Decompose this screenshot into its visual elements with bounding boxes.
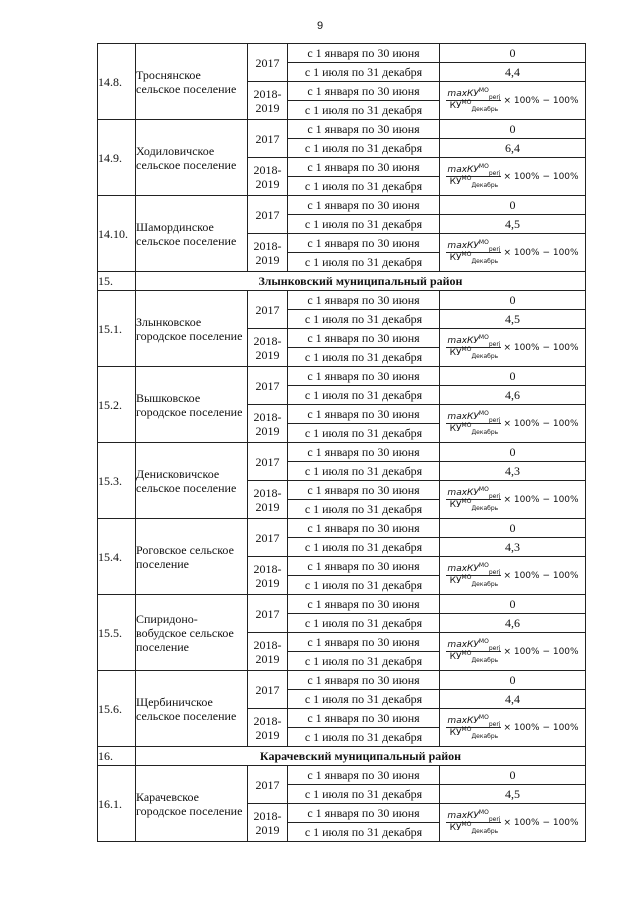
formula-num-sup: МО [478,714,489,721]
year-cell: 2017 [248,291,288,329]
year-cell: 2018-2019 [248,709,288,747]
formula-fraction [446,412,501,435]
period-cell: с 1 июля по 31 декабря [288,614,440,633]
settlement-name: Денисковичское сельское поселение [136,443,248,519]
formula [440,89,585,112]
formula-cell [440,481,586,519]
value-cell: 6,4 [440,139,586,158]
formula [440,640,585,663]
formula-cell [440,234,586,272]
value-cell: 4,3 [440,538,586,557]
formula-den-main: КУ [449,500,462,510]
formula-num-main: maxКУ [447,811,479,821]
year-cell: 2018-2019 [248,329,288,367]
row-number: 15.3. [98,443,136,519]
row-number: 15. [98,272,136,291]
formula-den-sub: Декабрь [471,181,499,189]
formula-tail: × 100% − 100% [503,494,579,505]
district-row [98,747,586,766]
formula-num-main: maxКУ [447,165,479,175]
formula-num-sup: МО [478,163,489,170]
formula-den-sup: МО [461,422,472,429]
district-name: Злынковский муниципальный район [136,272,586,291]
value-cell: 0 [440,766,586,785]
formula-num-sub: perj [488,492,501,500]
year-cell: 2017 [248,196,288,234]
value-cell: 0 [440,367,586,386]
year-cell: 2017 [248,595,288,633]
formula-den-sup: МО [461,99,472,106]
period-cell: с 1 января по 30 июня [288,367,440,386]
formula-num-sub: perj [488,416,501,424]
formula-den-sub: Декабрь [471,504,499,512]
district-row [98,272,586,291]
formula-den-sup: МО [461,650,472,657]
formula-tail: × 100% − 100% [503,646,579,657]
value-cell: 0 [440,196,586,215]
formula-cell [440,709,586,747]
value-cell: 4,4 [440,63,586,82]
row-number: 14.9. [98,120,136,196]
formula-den-sub: Декабрь [471,580,499,588]
period-cell: с 1 июля по 31 декабря [288,785,440,804]
formula-den-main: КУ [449,177,462,187]
formula [440,165,585,188]
settlement-row [98,766,586,785]
period-cell: с 1 июля по 31 декабря [288,177,440,196]
settlement-row [98,595,586,614]
formula-cell [440,633,586,671]
formula-cell [440,804,586,842]
period-cell: с 1 января по 30 июня [288,633,440,652]
formula-fraction [446,165,501,188]
formula-tail: × 100% − 100% [503,418,579,429]
formula-den-sup: МО [461,821,472,828]
formula-cell [440,557,586,595]
formula-num-sub: perj [488,169,501,177]
page-number: 9 [316,20,324,32]
value-cell: 4,4 [440,690,586,709]
period-cell: с 1 января по 30 июня [288,196,440,215]
formula-num-main: maxКУ [447,640,479,650]
formula-cell [440,405,586,443]
row-number: 15.2. [98,367,136,443]
row-number: 16. [98,747,136,766]
period-cell: с 1 июля по 31 декабря [288,348,440,367]
formula-num-sup: МО [478,239,489,246]
row-number: 15.5. [98,595,136,671]
district-name: Карачевский муниципальный район [136,747,586,766]
formula-den-main: КУ [449,728,462,738]
period-cell: с 1 июля по 31 декабря [288,690,440,709]
period-cell: с 1 июля по 31 декабря [288,424,440,443]
settlement-row [98,671,586,690]
formula-fraction [446,89,501,112]
formula-num-sub: perj [488,568,501,576]
formula-tail: × 100% − 100% [503,342,579,353]
period-cell: с 1 января по 30 июня [288,291,440,310]
formula-den-main: КУ [449,101,462,111]
row-number: 15.1. [98,291,136,367]
row-number: 14.8. [98,44,136,120]
period-cell: с 1 января по 30 июня [288,120,440,139]
year-cell: 2018-2019 [248,557,288,595]
formula-tail: × 100% − 100% [503,817,579,828]
formula-num-sup: МО [478,638,489,645]
formula-cell [440,82,586,120]
formula-den-main: КУ [449,424,462,434]
formula-tail: × 100% − 100% [503,247,579,258]
formula-tail: × 100% − 100% [503,171,579,182]
year-cell: 2018-2019 [248,804,288,842]
settlement-name: Троснянское сельское поселение [136,44,248,120]
formula-num-main: maxКУ [447,716,479,726]
formula [440,241,585,264]
formula-num-sup: МО [478,87,489,94]
settlement-name: Вышковское городское поселение [136,367,248,443]
value-cell: 0 [440,671,586,690]
formula-den-sub: Декабрь [471,257,499,265]
period-cell: с 1 июля по 31 декабря [288,253,440,272]
value-cell: 0 [440,519,586,538]
formula-num-sub: perj [488,245,501,253]
formula-fraction [446,716,501,739]
period-cell: с 1 июля по 31 декабря [288,538,440,557]
formula-den-sup: МО [461,498,472,505]
period-cell: с 1 января по 30 июня [288,405,440,424]
period-cell: с 1 января по 30 июня [288,519,440,538]
value-cell: 4,5 [440,215,586,234]
year-cell: 2018-2019 [248,405,288,443]
year-cell: 2017 [248,120,288,158]
period-cell: с 1 января по 30 июня [288,595,440,614]
formula-den-sup: МО [461,574,472,581]
formula-num-sup: МО [478,562,489,569]
formula-num-main: maxКУ [447,241,479,251]
formula-den-main: КУ [449,253,462,263]
year-cell: 2017 [248,443,288,481]
formula-cell [440,158,586,196]
settlement-name: Ходиловичское сельское поселение [136,120,248,196]
formula-den-sub: Декабрь [471,105,499,113]
period-cell: с 1 июля по 31 декабря [288,652,440,671]
year-cell: 2017 [248,519,288,557]
year-cell: 2017 [248,44,288,82]
period-cell: с 1 января по 30 июня [288,557,440,576]
row-number: 16.1. [98,766,136,842]
formula-cell [440,329,586,367]
period-cell: с 1 января по 30 июня [288,804,440,823]
formula-num-sup: МО [478,410,489,417]
formula-den-main: КУ [449,652,462,662]
value-cell: 0 [440,120,586,139]
formula-num-sub: perj [488,644,501,652]
value-cell: 4,5 [440,310,586,329]
settlement-name: Шамординское сельское поселение [136,196,248,272]
formula [440,488,585,511]
year-cell: 2017 [248,367,288,405]
row-number: 15.6. [98,671,136,747]
formula-num-main: maxКУ [447,336,479,346]
formula-den-sup: МО [461,346,472,353]
settlement-row [98,120,586,139]
settlement-name: Спиридоно-вобудское сельское поселение [136,595,248,671]
settlement-name: Щербиничское сельское поселение [136,671,248,747]
formula [440,716,585,739]
period-cell: с 1 января по 30 июня [288,443,440,462]
period-cell: с 1 июля по 31 декабря [288,310,440,329]
period-cell: с 1 января по 30 июня [288,709,440,728]
value-cell: 4,5 [440,785,586,804]
period-cell: с 1 января по 30 июня [288,44,440,63]
value-cell: 0 [440,595,586,614]
formula-den-sup: МО [461,251,472,258]
formula-num-main: maxКУ [447,488,479,498]
period-cell: с 1 января по 30 июня [288,82,440,101]
settlement-row [98,196,586,215]
formula-fraction [446,488,501,511]
formula-tail: × 100% − 100% [503,722,579,733]
formula [440,412,585,435]
formula-fraction [446,811,501,834]
settlement-row [98,291,586,310]
row-number: 14.10. [98,196,136,272]
settlement-row [98,367,586,386]
formula-tail: × 100% − 100% [503,95,579,106]
year-cell: 2018-2019 [248,481,288,519]
formula [440,564,585,587]
settlement-name: Карачевское городское поселение [136,766,248,842]
formula-den-sub: Декабрь [471,827,499,835]
formula-num-sub: perj [488,720,501,728]
year-cell: 2017 [248,766,288,804]
period-cell: с 1 июля по 31 декабря [288,101,440,120]
formula-num-sup: МО [478,334,489,341]
year-cell: 2018-2019 [248,158,288,196]
period-cell: с 1 января по 30 июня [288,158,440,177]
formula-num-sub: perj [488,93,501,101]
year-cell: 2018-2019 [248,234,288,272]
formula-num-sup: МО [478,809,489,816]
period-cell: с 1 января по 30 июня [288,234,440,253]
formula-fraction [446,241,501,264]
settlement-name: Роговское сельское поселение [136,519,248,595]
formula-den-sup: МО [461,175,472,182]
formula-den-sub: Декабрь [471,352,499,360]
formula-den-sub: Декабрь [471,428,499,436]
year-cell: 2018-2019 [248,633,288,671]
formula-num-main: maxКУ [447,412,479,422]
period-cell: с 1 января по 30 июня [288,766,440,785]
settlement-row [98,443,586,462]
period-cell: с 1 июля по 31 декабря [288,728,440,747]
year-cell: 2017 [248,671,288,709]
formula-num-main: maxКУ [447,89,479,99]
formula-den-sub: Декабрь [471,656,499,664]
formula-fraction [446,640,501,663]
value-cell: 4,6 [440,386,586,405]
formula-fraction [446,564,501,587]
formula-fraction [446,336,501,359]
value-cell: 0 [440,291,586,310]
period-cell: с 1 июля по 31 декабря [288,576,440,595]
period-cell: с 1 января по 30 июня [288,329,440,348]
settlement-row [98,519,586,538]
period-cell: с 1 января по 30 июня [288,671,440,690]
period-cell: с 1 июля по 31 декабря [288,462,440,481]
formula-num-sub: perj [488,815,501,823]
period-cell: с 1 июля по 31 декабря [288,215,440,234]
formula-tail: × 100% − 100% [503,570,579,581]
settlement-name: Злынковское городское поселение [136,291,248,367]
period-cell: с 1 июля по 31 декабря [288,500,440,519]
period-cell: с 1 июля по 31 декабря [288,63,440,82]
year-cell: 2018-2019 [248,82,288,120]
formula-den-main: КУ [449,348,462,358]
settlement-row [98,44,586,63]
formula-num-sub: perj [488,340,501,348]
formula-den-sup: МО [461,726,472,733]
formula-den-sub: Декабрь [471,732,499,740]
value-cell: 4,6 [440,614,586,633]
value-cell: 0 [440,443,586,462]
value-cell: 0 [440,44,586,63]
period-cell: с 1 января по 30 июня [288,481,440,500]
period-cell: с 1 июля по 31 декабря [288,139,440,158]
tariff-table [97,43,586,842]
formula-den-main: КУ [449,576,462,586]
period-cell: с 1 июля по 31 декабря [288,823,440,842]
formula [440,336,585,359]
period-cell: с 1 июля по 31 декабря [288,386,440,405]
formula-den-main: КУ [449,823,462,833]
formula [440,811,585,834]
row-number: 15.4. [98,519,136,595]
formula-num-main: maxКУ [447,564,479,574]
value-cell: 4,3 [440,462,586,481]
formula-num-sup: МО [478,486,489,493]
